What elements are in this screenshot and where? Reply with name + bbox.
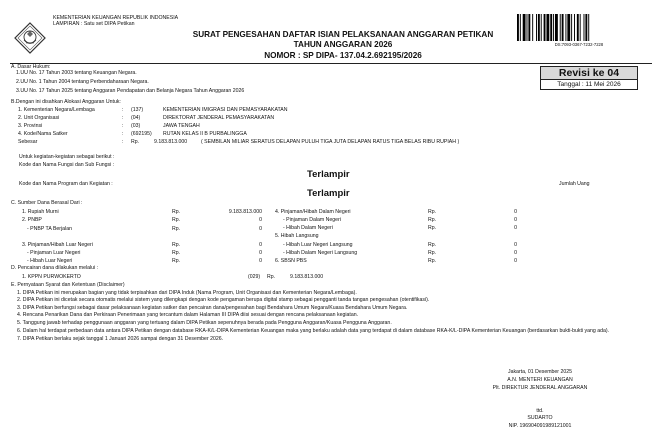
section-b-value: KEMENTERIAN IMIGRASI DAN PEMASYARAKATAN bbox=[163, 107, 288, 113]
sumber-dana-rp: Rp. bbox=[172, 226, 181, 232]
disclaimer-item: 1. DIPA Petikan ini merupakan bagian yang tidak terpisahkan dari DIPA Induk (Nama Program, Unit Organisasi dan Kementerian Negara/Lembaga). bbox=[17, 290, 357, 296]
ds-code: DS:7093-0367-7232-7228 bbox=[554, 42, 604, 47]
kppn-rp: Rp. bbox=[267, 274, 276, 280]
sebesar-sep: : bbox=[122, 139, 124, 145]
section-b-sep: : bbox=[122, 107, 124, 113]
terlampir-fungsi: Terlampir bbox=[307, 169, 350, 180]
section-b-value: DIREKTORAT JENDERAL PEMASYARAKATAN bbox=[163, 115, 275, 121]
section-b-value: JAWA TENGAH bbox=[163, 123, 200, 129]
disclaimer-item: 5. Tanggung jawab terhadap penggunaan anggaran yang tertuang dalam DIPA Petikan sepenuhnya berada pada Pengguna Anggaran/Kuasa Pengguna Anggaran. bbox=[17, 320, 392, 326]
section-b-label: 2. Unit Organisasi bbox=[18, 115, 60, 121]
sumber-dana-amount: 0 bbox=[259, 217, 262, 223]
sumber-dana-amount: 0 bbox=[259, 242, 262, 248]
kppn-name: 1. KPPN PURWOKERTO bbox=[22, 274, 81, 280]
sumber-dana-label: - Hibah Luar Negeri bbox=[27, 258, 73, 264]
disclaimer-item: 7. DIPA Petikan berlaku sejak tanggal 1 Januari 2026 sampai dengan 31 Desember 2026. bbox=[17, 336, 224, 342]
sumber-dana-label: 6. SBSN PBS bbox=[275, 258, 307, 264]
revisi-box bbox=[540, 66, 638, 90]
signature-ttd: ttd. bbox=[536, 408, 544, 414]
disclaimer-item: 2. DIPA Petikan ini dicetak secara otomatis melalui sistem yang dilengkapi dengan kode pengaman berupa digital stamp sebagai pengganti tanda tangan pengesahan (otentifikasi). bbox=[17, 297, 430, 303]
sumber-dana-rp: Rp. bbox=[172, 250, 181, 256]
disclaimer-item: 4. Rencana Penarikan Dana dan Perkiraan Penerimaan yang tercantum dalam Halaman III DIPA diisi sesuai dengan rencana pelaksanaan kegiatan. bbox=[17, 312, 359, 318]
sumber-dana-amount: 0 bbox=[259, 226, 262, 232]
sumber-dana-amount: 0 bbox=[514, 258, 517, 264]
sumber-dana-label: - Hibah Dalam Negeri bbox=[283, 225, 333, 231]
sumber-dana-label: - Pinjaman Luar Negeri bbox=[27, 250, 81, 256]
sumber-dana-rp: Rp. bbox=[172, 258, 181, 264]
sumber-dana-label: - PNBP TA Berjalan bbox=[27, 226, 72, 232]
section-b-label: 3. Provinsi bbox=[18, 123, 43, 129]
sumber-dana-label: - Hibah Luar Negeri Langsung bbox=[283, 242, 353, 248]
sumber-dana-amount: 0 bbox=[514, 209, 517, 215]
terlampir-program: Terlampir bbox=[307, 188, 350, 199]
section-d-heading: D. Pencairan dana dilakukan melalui : bbox=[11, 265, 99, 271]
sumber-dana-label: - Pinjaman Dalam Negeri bbox=[283, 217, 341, 223]
section-b-sep: : bbox=[122, 115, 124, 121]
sumber-dana-amount: 0 bbox=[259, 258, 262, 264]
kppn-amount: 9.183.813.000 bbox=[290, 274, 324, 280]
kppn-code: (029) bbox=[248, 274, 261, 280]
signature-place-date: Jakarta, 01 Desember 2025 bbox=[507, 369, 572, 375]
sumber-dana-rp: Rp. bbox=[428, 217, 437, 223]
sebesar-rp: Rp. bbox=[131, 139, 140, 145]
kegiatan-intro: Untuk kegiatan-kegiatan sebagai berikut : bbox=[19, 154, 115, 160]
section-b-label: 4. Kode/Nama Satker bbox=[18, 131, 68, 137]
ministry-name: KEMENTERIAN KEUANGAN REPUBLIK INDONESIA bbox=[53, 15, 179, 21]
sumber-dana-label: 5. Hibah Langsung bbox=[275, 233, 319, 239]
signature-line2: Plt. DIREKTUR JENDERAL ANGGARAN bbox=[492, 385, 588, 391]
section-e-heading: E. Pernyataan Syarat dan Ketentuan (Disclaimer) bbox=[11, 282, 125, 288]
sumber-dana-rp: Rp. bbox=[172, 209, 181, 215]
sebesar-words: ( SEMBILAN MILIAR SERATUS DELAPAN PULUH TIGA JUTA DELAPAN RATUS TIGA BELAS RIBU RUPIAH ) bbox=[201, 139, 460, 145]
disclaimer-item: 3. DIPA Petikan berfungsi sebagai dasar pelaksanaan kegiatan satker dan pencairan dana/pengesahan bagi Bendahara Umum Negara/Kuasa Bendahara Umum Negara. bbox=[17, 305, 408, 311]
section-a-item: 2.UU No. 1 Tahun 2004 tentang Perbendaharaan Negara. bbox=[16, 79, 149, 85]
section-b-sep: : bbox=[122, 131, 124, 137]
sumber-dana-rp: Rp. bbox=[428, 209, 437, 215]
disclaimer-item: 6. Dalam hal terdapat perbedaan data antara DIPA Petikan dengan database RKA-K/L-DIPA Kementerian Keuangan maka yang berlaku adalah data yang terdapat di dalam database RKA-K/L-DIPA Kementerian Keuangan (berdasarkan bukti-bukti yang ada). bbox=[17, 328, 610, 334]
lampiran-text: LAMPIRAN : Satu set DIPA Petikan bbox=[53, 21, 135, 27]
sumber-dana-label: 3. Pinjaman/Hibah Luar Negeri bbox=[22, 242, 93, 248]
kegiatan-program-label: Kode dan Nama Program dan Kegiatan : bbox=[19, 181, 113, 187]
doc-title-line2: TAHUN ANGGARAN 2026 bbox=[293, 40, 393, 49]
signature-name: SUDARTO bbox=[527, 415, 553, 421]
sumber-dana-label: 1. Rupiah Murni bbox=[22, 209, 59, 215]
sumber-dana-label: - Hibah Dalam Negeri Langsung bbox=[283, 250, 358, 256]
sumber-dana-amount: 0 bbox=[514, 242, 517, 248]
header-rule bbox=[10, 63, 652, 64]
section-a-heading: A. Dasar Hukum: bbox=[11, 64, 51, 70]
sumber-dana-rp: Rp. bbox=[428, 225, 437, 231]
section-b-code: (137) bbox=[131, 107, 144, 113]
sumber-dana-label: 2. PNBP bbox=[22, 217, 42, 223]
revisi-tanggal: Tanggal : 11 Mei 2026 bbox=[557, 81, 621, 88]
sumber-dana-rp: Rp. bbox=[428, 250, 437, 256]
section-b-value: RUTAN KELAS II B PURBALINGGA bbox=[163, 131, 247, 137]
revisi-label: Revisi ke 04 bbox=[541, 67, 637, 80]
section-b-code: (04) bbox=[131, 115, 141, 121]
sumber-dana-rp: Rp. bbox=[172, 242, 181, 248]
sumber-dana-amount: 0 bbox=[259, 250, 262, 256]
section-a-item: 3.UU No. 17 Tahun 2025 tentang Anggaran Pendapatan dan Belanja Negara Tahun Anggaran 2026 bbox=[16, 88, 245, 94]
sumber-dana-rp: Rp. bbox=[428, 258, 437, 264]
section-b-heading: B.Dengan ini disahkan Alokasi Anggaran Untuk: bbox=[11, 99, 121, 105]
section-b-sep: : bbox=[122, 123, 124, 129]
sebesar-label: Sebesar bbox=[18, 139, 38, 145]
sumber-dana-amount: 0 bbox=[514, 217, 517, 223]
jumlah-uang-label: Jumlah Uang bbox=[559, 181, 590, 187]
section-a-item: 1.UU No. 17 Tahun 2003 tentang Keuangan Negara. bbox=[16, 70, 137, 76]
sumber-dana-label: 4. Pinjaman/Hibah Dalam Negeri bbox=[275, 209, 351, 215]
sumber-dana-rp: Rp. bbox=[172, 217, 181, 223]
ministry-emblem-icon bbox=[14, 22, 46, 54]
section-b-code: (03) bbox=[131, 123, 141, 129]
barcode-icon bbox=[516, 14, 642, 41]
doc-nomor: NOMOR : SP DIPA- 137.04.2.692195/2026 bbox=[264, 51, 422, 60]
kegiatan-fungsi-label: Kode dan Nama Fungsi dan Sub Fungsi : bbox=[19, 162, 115, 168]
section-b-code: (692195) bbox=[131, 131, 152, 137]
sebesar-amount: 9.183.813.000 bbox=[154, 139, 188, 145]
section-b-label: 1. Kementerian Negara/Lembaga bbox=[18, 107, 95, 113]
section-c-heading: C. Sumber Dana Berasal Dari : bbox=[11, 200, 83, 206]
sumber-dana-amount: 0 bbox=[514, 250, 517, 256]
doc-title-line1: SURAT PENGESAHAN DAFTAR ISIAN PELAKSANAAN ANGGARAN PETIKAN bbox=[192, 30, 494, 39]
sumber-dana-amount: 0 bbox=[514, 225, 517, 231]
sumber-dana-amount: 9.183.813.000 bbox=[228, 209, 262, 215]
signature-nip: NIP. 196904091989121001 bbox=[508, 423, 572, 429]
sumber-dana-rp: Rp. bbox=[428, 242, 437, 248]
signature-line1: A.N. MENTERI KEUANGAN bbox=[507, 377, 573, 383]
